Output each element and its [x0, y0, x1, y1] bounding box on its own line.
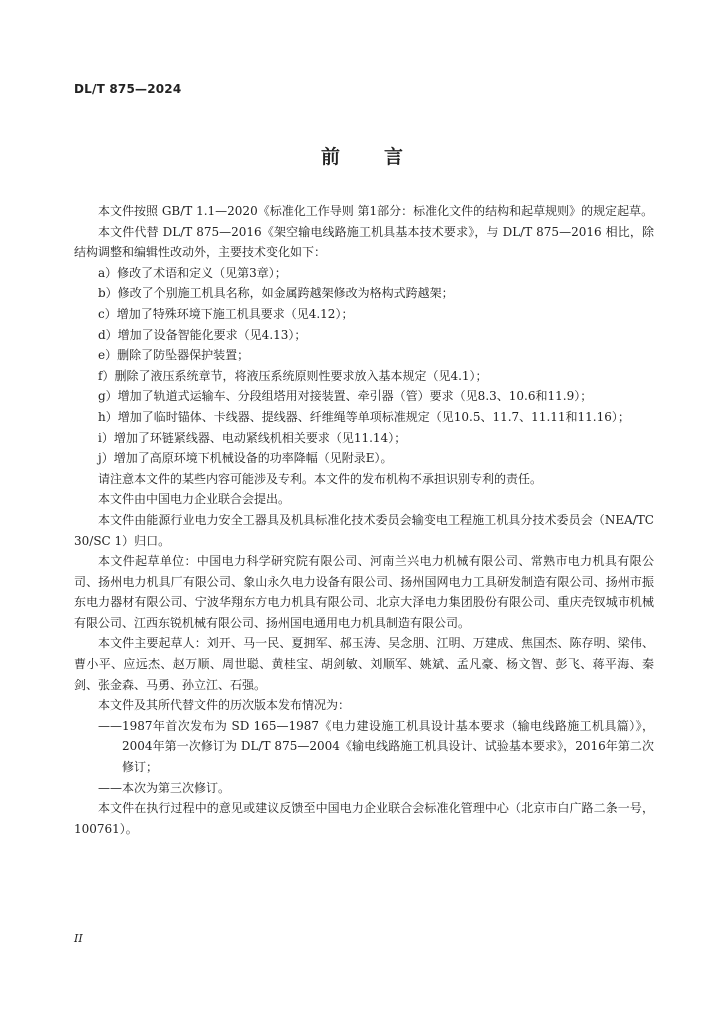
paragraph-patent-notice: 请注意本文件的某些内容可能涉及专利。本文件的发布机构不承担识别专利的责任。 [98, 471, 543, 486]
change-item-b: b）修改了个别施工机具名称，如金属跨越架修改为格构式跨越架； [98, 286, 454, 301]
page-title: 前言 [320, 146, 447, 168]
change-item-c: c）增加了特殊环境下施工机具要求（见4.12）； [98, 306, 354, 321]
paragraph-drafters: 本文件主要起草人：刘开、马一民、夏拥军、郝玉涛、吴念朋、江明、万建成、焦国杰、陈存明、梁伟、曹小平、应远杰、赵万顺、周世聪、黄桂宝、胡剑敏、刘顺军、姚斌、孟凡豪、杨文智、彭飞、蒋平海、秦剑、张金森、马勇、孙立江、石强。 [74, 636, 654, 692]
paragraph-feedback: 本文件在执行过程中的意见或建议反馈至中国电力企业联合会标准化管理中心（北京市白广路二条一号，100761）。 [74, 801, 654, 836]
page-number: II [74, 932, 83, 945]
history-item-2: ——本次为第三次修订。 [98, 780, 231, 795]
history-item-1: ——1987年首次发布为 SD 165—1987《电力建设施工机具设计基本要求（输电线路施工机具篇）》，2004年第一次修订为 DL/T 875—2004《输电线路施工机具设计、试验基本要求》，2016年第二次修订； [98, 718, 654, 775]
paragraph-proposer: 本文件由中国电力企业联合会提出。 [98, 492, 291, 507]
paragraph-drafting-units: 本文件起草单位：中国电力科学研究院有限公司、河南兰兴电力机械有限公司、常熟市电力机具有限公司、扬州电力机具厂有限公司、象山永久电力设备有限公司、扬州国网电力工具研发制造有限公司、扬州市振东电力器材有限公司、宁波华翔东方电力机具有限公司、北京大泽电力集团股份有限公司、重庆壳钗城市机械有限公司、江西东锐机械有限公司、扬州国电通用电力机具制造有限公司。 [74, 554, 654, 630]
paragraph-replacement: 本文件代替 DL/T 875—2016《架空输电线路施工机具基本技术要求》，与 DL/T 875—2016 相比，除结构调整和编辑性改动外，主要技术变化如下： [74, 224, 654, 260]
standard-code: DL/T 875—2024 [74, 82, 182, 96]
change-item-g: g）增加了轨道式运输车、分段组塔用对接装置、牵引器（管）要求（见8.3、10.6和11.9）； [98, 389, 593, 404]
change-item-f: f）删除了液压系统章节，将液压系统原则性要求放入基本规定（见4.1）； [98, 368, 488, 383]
paragraph-committee: 本文件由能源行业电力安全工器具及机具标准化技术委员会输变电工程施工机具分技术委员会（NEA/TC 30/SC 1）归口。 [74, 512, 654, 548]
paragraph-drafting-rules: 本文件按照 GB/T 1.1—2020《标准化工作导则 第1部分：标准化文件的结构和起草规则》的规定起草。 [98, 204, 654, 218]
change-item-j: j）增加了高原环境下机械设备的功率降幅（见附录E）。 [98, 451, 393, 466]
change-item-e: e）删除了防坠器保护装置； [98, 348, 250, 363]
document-body [74, 201, 654, 839]
paragraph-history-intro: 本文件及其所代替文件的历次版本发布情况为： [98, 698, 351, 713]
change-item-d: d）增加了设备智能化要求（见4.13）； [98, 327, 307, 342]
change-item-h: h）增加了临时锚体、卡线器、提线器、纤维绳等单项标准规定（见10.5、11.7、11.11和11.16）； [98, 409, 630, 424]
change-item-i: i）增加了环链紧线器、电动紧线机相关要求（见11.14）； [98, 430, 407, 445]
change-item-a: a）修改了术语和定义（见第3章）； [98, 265, 287, 280]
